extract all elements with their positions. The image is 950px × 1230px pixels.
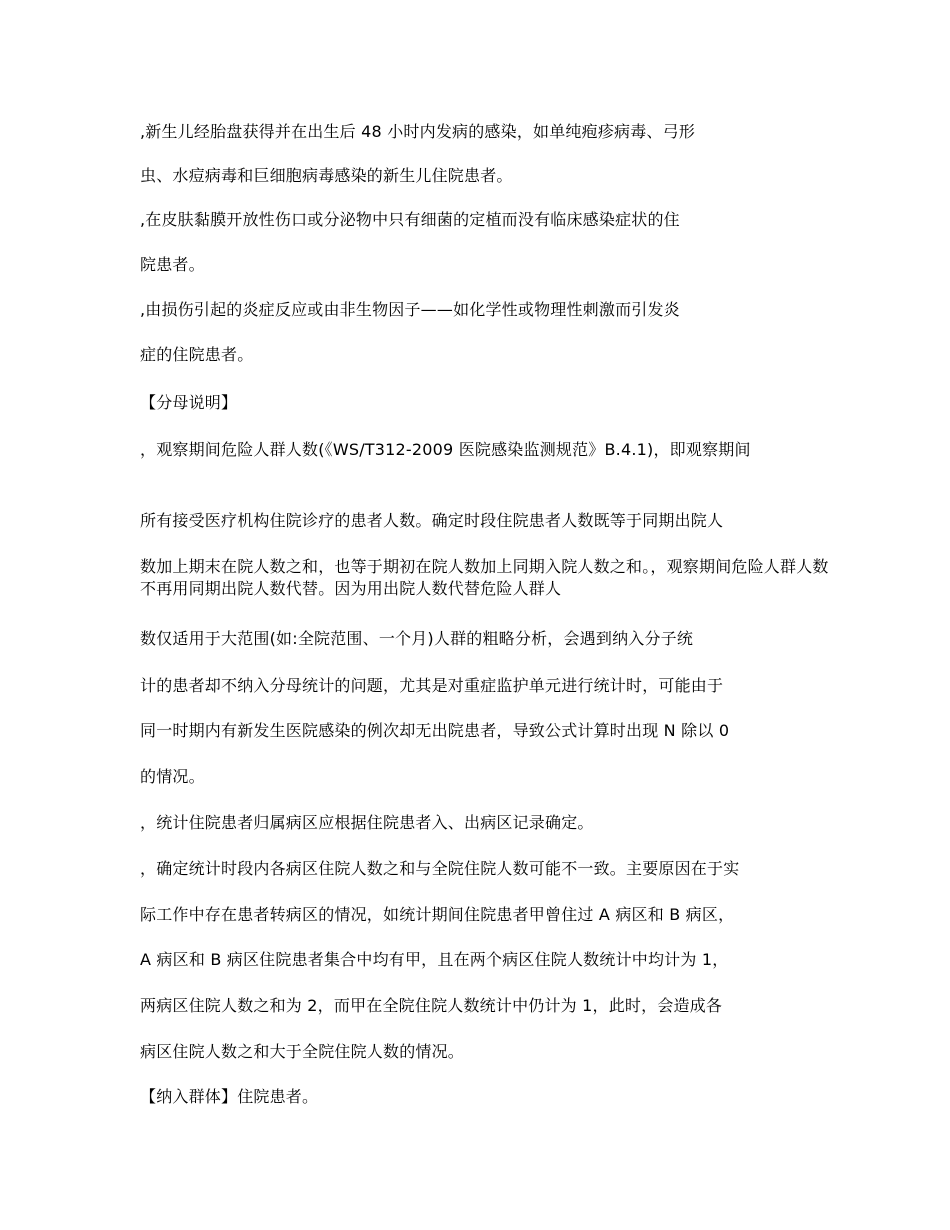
section-heading-included-population: 【纳入群体】住院患者。 <box>140 1087 319 1106</box>
text-line: A 病区和 B 病区住院患者集合中均有甲，且在两个病区住院人数统计中均计为 1， <box>140 950 729 969</box>
text-line: 计的患者却不纳入分母统计的问题，尤其是对重症监护单元进行统计时，可能由于 <box>140 676 724 695</box>
text-line: 两病区住院人数之和为 2，而甲在全院住院人数统计中仍计为 1，此时，会造成各 <box>140 996 723 1015</box>
text-line: 院患者。 <box>140 255 205 274</box>
text-line: ，确定统计时段内各病区住院人数之和与全院住院人数可能不一致。主要原因在于实 <box>140 859 740 878</box>
text-line: ，观察期间危险人群人数(《WS/T312-2009 医院感染监测规范》B.4.1)，即观察期间 <box>140 440 751 459</box>
text-line: 所有接受医疗机构住院诊疗的患者人数。确定时段住院患者人数既等于同期出院人 <box>140 511 724 530</box>
text-line: 同一时期内有新发生医院感染的例次却无出院患者，导致公式计算时出现 N 除以 0 <box>140 721 730 740</box>
text-line: 的情况。 <box>140 767 205 786</box>
text-line: 症的住院患者。 <box>140 345 254 364</box>
text-line: ,由损伤引起的炎症反应或由非生物因子——如化学性或物理性刺激而引发炎 <box>140 300 680 319</box>
text-line: 虫、水痘病毒和巨细胞病毒感染的新生儿住院患者。 <box>140 166 513 185</box>
text-line: 数加上期末在院人数之和，也等于期初在院人数加上同期入院人数之和。，观察期间危险人群人数不再用同期出院人数代替。因为用出院人数代替危险人群人 <box>140 557 829 598</box>
text-line: ，统计住院患者归属病区应根据住院患者入、出病区记录确定。 <box>140 813 594 832</box>
text-line: 际工作中存在患者转病区的情况，如统计期间住院患者甲曾住过 A 病区和 B 病区， <box>140 905 735 924</box>
section-heading-denominator: 【分母说明】 <box>140 393 238 412</box>
text-line: ,新生儿经胎盘获得并在出生后 48 小时内发病的感染，如单纯疱疹病毒、弓形 <box>140 122 696 141</box>
text-line: ,在皮肤黏膜开放性伤口或分泌物中只有细菌的定植而没有临床感染症状的住 <box>140 210 680 229</box>
text-line: 数仅适用于大范围(如:全院范围、一个月)人群的粗略分析，会遇到纳入分子统 <box>140 629 694 648</box>
text-line: 病区住院人数之和大于全院住院人数的情况。 <box>140 1042 465 1061</box>
